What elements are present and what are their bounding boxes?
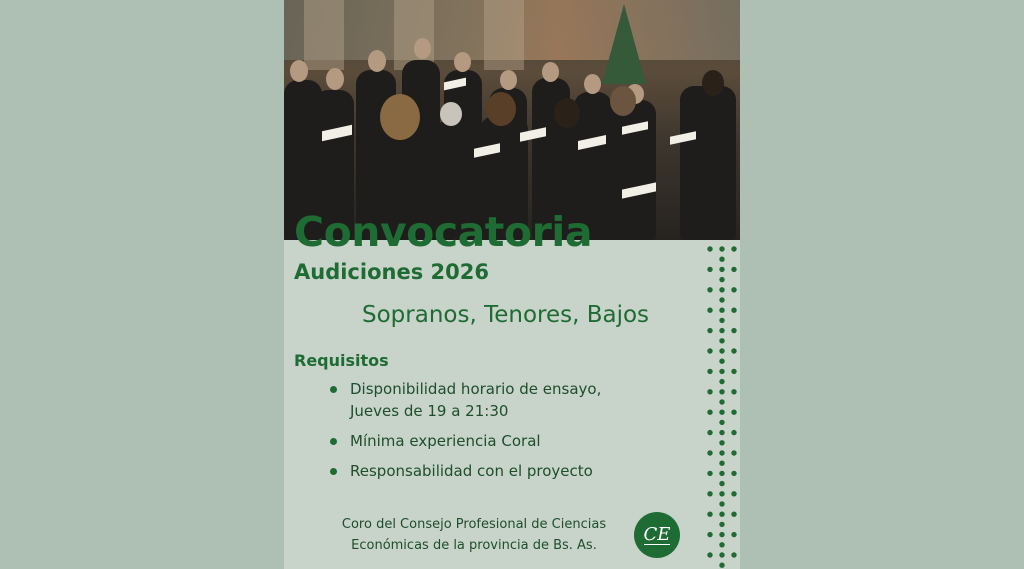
bullet-icon [330,386,337,393]
decorative-dot [719,410,724,415]
list-item [328,430,648,452]
credit-line-2: Económicas de la provincia de Bs. As. [351,538,597,553]
requirements-list [328,378,648,490]
decorative-dot [731,532,736,537]
dot-pattern-decoration [704,243,740,569]
decorative-dot [731,267,736,272]
decorative-dot [719,440,724,445]
list-item [328,378,648,422]
poster [284,0,740,569]
decorative-dot [731,308,736,313]
list-item [328,460,648,482]
decorative-dot [719,389,724,394]
decorative-dot [731,512,736,517]
voice-types: Sopranos, Tenores, Bajos [362,302,650,328]
decorative-dot [707,246,712,251]
decorative-dot [731,491,736,496]
ce-logo [634,512,680,558]
decorative-dot [719,308,724,313]
decorative-dot [719,287,724,292]
decorative-dot [707,369,712,374]
decorative-dot [707,389,712,394]
bullet-icon [330,438,337,445]
decorative-dot [731,348,736,353]
decorative-dot [719,522,724,527]
decorative-dot [719,257,724,262]
decorative-dot [719,461,724,466]
decorative-dot [731,287,736,292]
poster-title: Convocatoria [294,208,593,256]
decorative-dot [719,359,724,364]
decorative-dot [719,338,724,343]
decorative-dot [719,501,724,506]
decorative-dot [719,379,724,384]
decorative-dot [719,348,724,353]
choir-photo [284,0,740,240]
requirements-heading: Requisitos [294,351,389,370]
decorative-dot [719,328,724,333]
decorative-dot [719,399,724,404]
decorative-dot [707,512,712,517]
decorative-dot [719,542,724,547]
logo-text: CE [643,523,671,545]
decorative-dot [719,267,724,272]
decorative-dot [707,471,712,476]
decorative-dot [719,246,724,251]
decorative-dot [731,552,736,557]
decorative-dot [731,389,736,394]
decorative-dot [707,450,712,455]
decorative-dot [719,491,724,496]
decorative-dot [707,532,712,537]
decorative-dot [719,450,724,455]
decorative-dot [719,430,724,435]
decorative-dot [719,277,724,282]
decorative-dot [719,420,724,425]
decorative-dot [707,348,712,353]
decorative-dot [707,287,712,292]
requirement-text: Mínima experiencia Coral [350,432,541,450]
decorative-dot [731,369,736,374]
decorative-dot [719,481,724,486]
decorative-dot [719,563,724,568]
decorative-dot [731,410,736,415]
requirement-text: Responsabilidad con el proyecto [350,462,593,480]
decorative-dot [707,267,712,272]
decorative-dot [719,369,724,374]
decorative-dot [719,471,724,476]
decorative-dot [707,410,712,415]
decorative-dot [719,552,724,557]
decorative-dot [731,471,736,476]
decorative-dot [707,308,712,313]
credit-line-1: Coro del Consejo Profesional de Ciencias [341,517,607,532]
bullet-icon [330,468,337,475]
decorative-dot [731,430,736,435]
decorative-dot [719,297,724,302]
decorative-dot [731,450,736,455]
decorative-dot [707,328,712,333]
decorative-dot [731,246,736,251]
decorative-dot [707,491,712,496]
decorative-dot [707,552,712,557]
decorative-dot [719,318,724,323]
decorative-dot [719,532,724,537]
decorative-dot [707,430,712,435]
requirement-text: Disponibilidad horario de ensayo, Jueves de 19 a 21:30 [350,380,602,420]
choir-credit [324,514,624,556]
poster-subtitle: Audiciones 2026 [294,260,489,284]
decorative-dot [719,512,724,517]
decorative-dot [731,328,736,333]
